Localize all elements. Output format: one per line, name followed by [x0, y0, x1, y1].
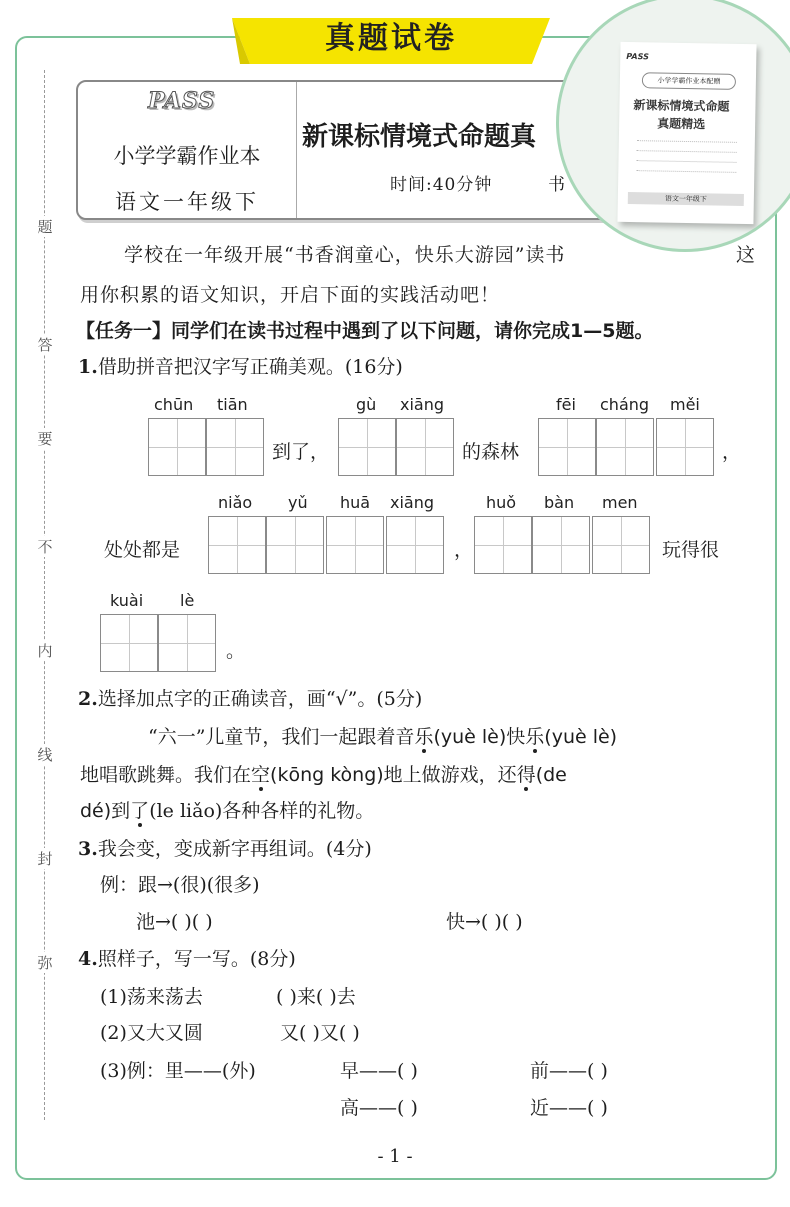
pinyin: chūn [154, 395, 194, 414]
q4-answer-3a[interactable]: 早——( ) [340, 1060, 418, 1082]
writing-box[interactable] [148, 418, 206, 476]
book-grade: 语文一年级下 [628, 192, 744, 206]
writing-box[interactable] [326, 516, 384, 574]
question-number: 4. [78, 948, 98, 970]
banner [232, 14, 550, 66]
question-1 [78, 358, 403, 377]
writing-box[interactable] [338, 418, 396, 476]
blank-text: ， [722, 441, 742, 463]
grade-name: 语文一年级下 [115, 190, 259, 214]
pinyin: huā [340, 493, 371, 512]
book-title-2: 真题精选 [657, 116, 706, 132]
pass-logo: PASS [148, 88, 216, 114]
pinyin: lè [180, 591, 195, 610]
q2-text: (le liǎo)各种各样的礼物。 [149, 800, 375, 822]
q4-item-3: (3)例：里——(外) [100, 1060, 256, 1082]
pinyin: tiān [217, 395, 248, 414]
q2-text: “六一”儿童节，我们一起跟着音 [148, 726, 415, 748]
writing-box[interactable] [266, 516, 324, 574]
pinyin: fēi [556, 395, 576, 414]
q2-line-2 [80, 766, 567, 785]
book-line [637, 140, 737, 143]
writing-box[interactable] [100, 614, 158, 672]
header-left [78, 82, 297, 218]
q3-answer-b[interactable]: 快→( )( ) [446, 911, 523, 933]
writing-box[interactable] [206, 418, 264, 476]
question-text: 选择加点字的正确读音，画“√”。(5分) [97, 688, 423, 710]
writing-box[interactable] [532, 516, 590, 574]
q3-answer-a[interactable]: 池→( )( ) [136, 911, 213, 933]
q2-line-3 [80, 802, 374, 821]
series-name: 小学学霸作业本 [113, 144, 261, 168]
q4-item-1: (1)荡来荡去 [100, 986, 203, 1008]
writing-box[interactable] [592, 516, 650, 574]
pinyin: gù [356, 395, 377, 414]
book-cover [617, 42, 756, 224]
blank-text: ， [454, 539, 474, 561]
blank-text: 玩得很 [662, 539, 720, 561]
pinyin: cháng [600, 395, 650, 414]
book-line [636, 170, 736, 173]
q4-answer-3d[interactable]: 近——( ) [530, 1097, 608, 1119]
question-number: 3. [78, 838, 98, 860]
book-title-1: 新课标情境式命题 [633, 98, 730, 114]
q4-answer-3c[interactable]: 高——( ) [340, 1097, 418, 1119]
dotted-char: 乐 [525, 726, 545, 748]
reading-choice[interactable]: (yuè lè)快 [433, 726, 526, 748]
intro-line-1: 学校在一年级开展“书香润童心，快乐大游园”读书 [124, 244, 566, 266]
dotted-char: 乐 [414, 726, 434, 748]
q2-text: 地唱歌跳舞。我们在 [80, 764, 252, 786]
pinyin: kuài [110, 591, 144, 610]
writing-box[interactable] [538, 418, 596, 476]
writing-box[interactable] [386, 516, 444, 574]
dotted-char: 得 [516, 764, 536, 786]
blank-text: 。 [226, 640, 246, 662]
blank-text: 到了， [272, 441, 330, 463]
seal-char: 弥 [37, 954, 53, 972]
book-line [637, 150, 737, 153]
question-text: 我会变，变成新字再组词。(4分) [97, 838, 372, 860]
q3-example: 例：跟→(很)(很多) [100, 874, 260, 896]
writing-box[interactable] [208, 516, 266, 574]
pinyin: men [602, 493, 638, 512]
book-logo: PASS [626, 51, 649, 62]
q2-line-1 [148, 728, 617, 747]
question-4 [78, 950, 296, 969]
q4-answer-1[interactable]: ( )来( )去 [276, 986, 356, 1008]
q4-answer-2[interactable]: 又( )又( ) [280, 1022, 360, 1044]
exam-title: 新课标情境式命题真 [302, 122, 537, 152]
writing-box[interactable] [396, 418, 454, 476]
question-text: 照样子，写一写。(8分) [97, 948, 296, 970]
pinyin: měi [670, 395, 700, 414]
task-one-heading: 【任务一】同学们在读书过程中遇到了以下问题，请你完成1—5题。 [76, 320, 654, 342]
pinyin: xiāng [390, 493, 435, 512]
question-2 [78, 690, 422, 709]
blank-text: 处处都是 [104, 539, 181, 561]
seal-char: 不 [37, 538, 53, 556]
seal-char: 线 [37, 746, 53, 764]
pinyin: xiāng [400, 395, 445, 414]
book-line [637, 160, 737, 163]
question-number: 1. [78, 356, 98, 378]
seal-char: 内 [37, 642, 53, 660]
reading-choice[interactable]: (de [535, 764, 567, 786]
reading-choice[interactable]: (kōng kòng)地上做游戏，还 [270, 764, 517, 786]
dotted-char: 空 [251, 764, 271, 786]
question-number: 2. [78, 688, 98, 710]
writing-box[interactable] [474, 516, 532, 574]
banner-title: 真题试卷 [325, 21, 457, 56]
reading-choice[interactable]: (yuè lè) [544, 726, 618, 748]
pinyin: yǔ [288, 493, 308, 512]
q4-answer-3b[interactable]: 前——( ) [530, 1060, 608, 1082]
book-top-text: 小学学霸作业本配赠 [642, 72, 736, 90]
pinyin: bàn [544, 493, 575, 512]
blank-text: 的森林 [462, 441, 520, 463]
dotted-char: 了 [130, 800, 150, 822]
seal-char: 封 [37, 850, 53, 868]
seal-char: 题 [37, 218, 53, 236]
exam-time: 时间:40分钟 [390, 175, 493, 195]
page-number: - 1 - [377, 1146, 413, 1167]
intro-line-2: 用你积累的语文知识，开启下面的实践活动吧！ [80, 284, 501, 306]
intro-line-1-tail: 这 [736, 244, 757, 266]
writing-box[interactable] [596, 418, 654, 476]
question-text: 借助拼音把汉字写正确美观。(16分) [97, 356, 403, 378]
exam-write: 书 [548, 175, 565, 195]
q4-item-2: (2)又大又圆 [100, 1022, 203, 1044]
pinyin: huǒ [486, 493, 517, 512]
writing-box[interactable] [158, 614, 216, 672]
question-3 [78, 840, 372, 859]
seal-char: 答 [37, 336, 53, 354]
reading-choice[interactable]: dé)到 [80, 800, 131, 822]
pinyin: niǎo [218, 493, 253, 512]
seal-char: 要 [37, 430, 53, 448]
writing-box[interactable] [656, 418, 714, 476]
